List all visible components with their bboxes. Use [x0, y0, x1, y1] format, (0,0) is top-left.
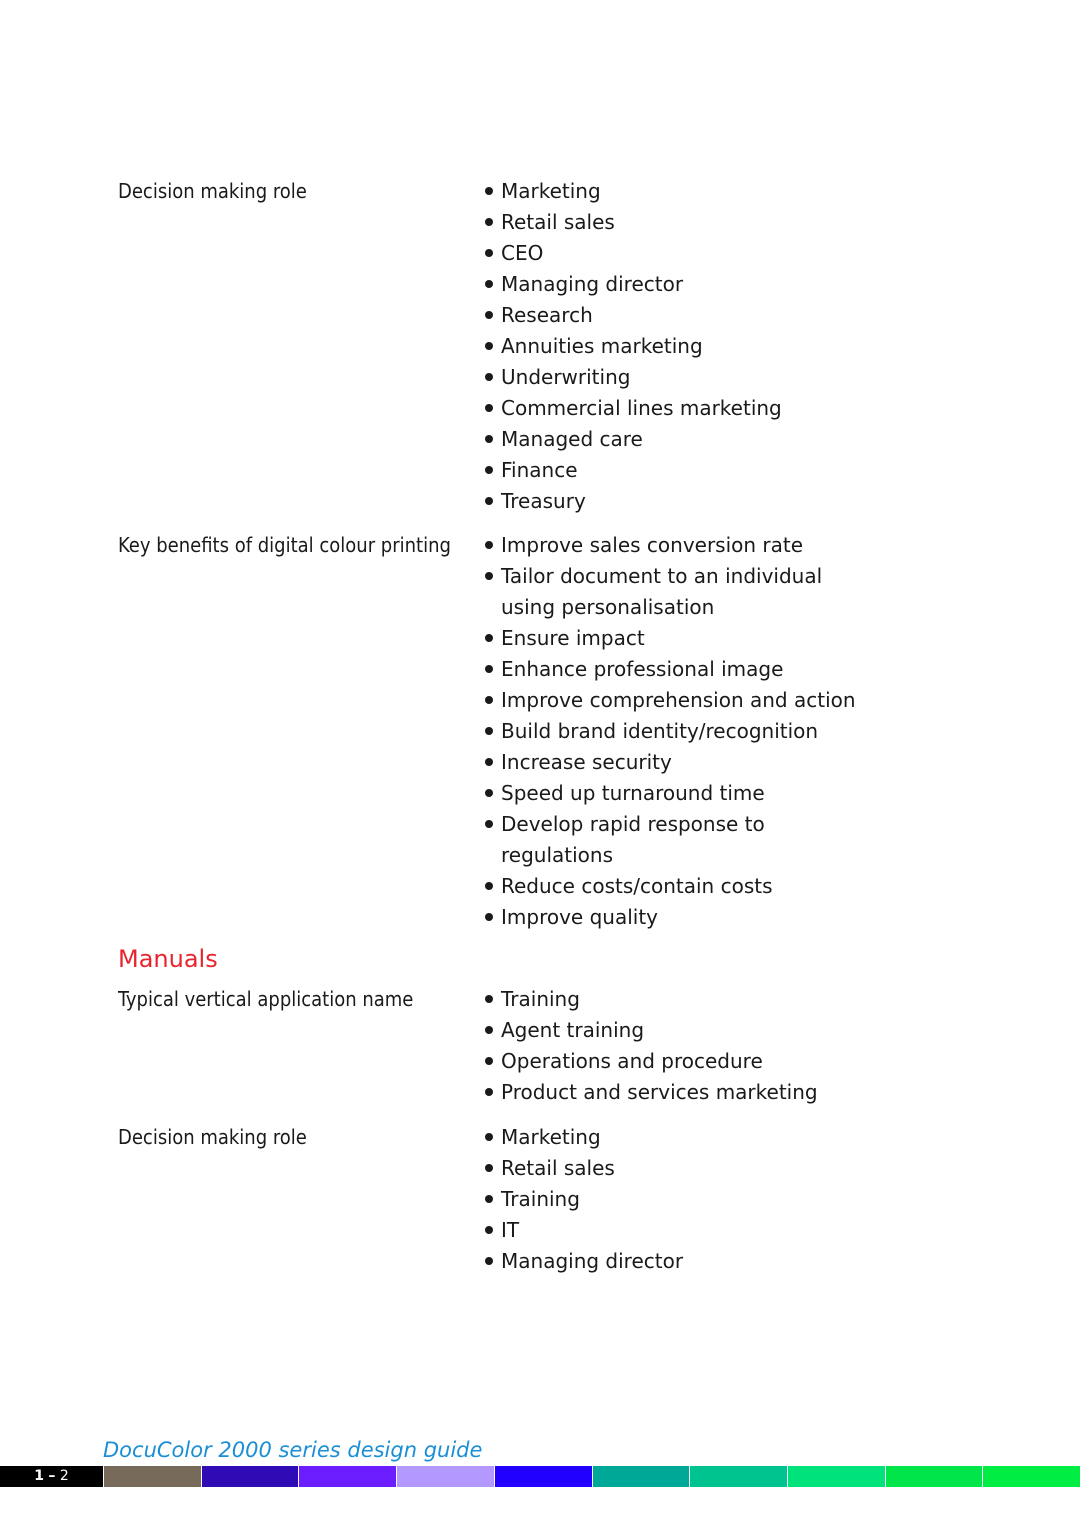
list-item: Reduce costs/contain costs: [483, 871, 883, 902]
list-item: Improve quality: [483, 902, 883, 933]
footer-color-bar: [0, 1466, 1080, 1487]
list-item: Develop rapid response to regulations: [483, 809, 883, 871]
color-swatch: [593, 1466, 690, 1487]
list-item: Retail sales: [483, 207, 883, 238]
row-label: Decision making role: [118, 1125, 307, 1149]
list-item: Training: [483, 1184, 883, 1215]
list-item: Treasury: [483, 486, 883, 517]
list-item: Managing director: [483, 269, 883, 300]
color-swatch: [299, 1466, 396, 1487]
page-separator: –: [48, 1468, 56, 1484]
color-swatch: [202, 1466, 299, 1487]
list-item: Finance: [483, 455, 883, 486]
color-swatch: [104, 1466, 201, 1487]
color-swatch: [886, 1466, 983, 1487]
bullet-list: [483, 530, 883, 933]
bullet-list: [483, 1122, 883, 1277]
list-item: Operations and procedure: [483, 1046, 883, 1077]
list-item: Increase security: [483, 747, 883, 778]
list-item: Speed up turnaround time: [483, 778, 883, 809]
color-swatch: [788, 1466, 885, 1487]
list-item: Tailor document to an individual using personalisation: [483, 561, 861, 623]
color-swatch: [983, 1466, 1080, 1487]
page-num: 2: [59, 1468, 69, 1484]
list-item: Marketing: [483, 176, 883, 207]
list-item: Commercial lines marketing: [483, 393, 883, 424]
row-label: Decision making role: [118, 179, 307, 203]
list-item: Improve sales conversion rate: [483, 530, 883, 561]
page-number: [0, 1466, 103, 1487]
page-chapter: 1: [34, 1468, 44, 1484]
list-item: Training: [483, 984, 883, 1015]
list-item: Retail sales: [483, 1153, 883, 1184]
list-item: Managed care: [483, 424, 883, 455]
list-item: Build brand identity/recognition: [483, 716, 883, 747]
list-item: CEO: [483, 238, 883, 269]
list-item: Improve comprehension and action: [483, 685, 883, 716]
color-swatch: [495, 1466, 592, 1487]
list-item: Ensure impact: [483, 623, 883, 654]
list-item: Enhance professional image: [483, 654, 883, 685]
list-item: Underwriting: [483, 362, 883, 393]
list-item: Managing director: [483, 1246, 883, 1277]
footer-title: DocuColor 2000 series design guide: [103, 1438, 483, 1462]
list-item: Annuities marketing: [483, 331, 883, 362]
list-item: Research: [483, 300, 883, 331]
list-item: Product and services marketing: [483, 1077, 883, 1108]
list-item: Agent training: [483, 1015, 883, 1046]
row-label: Key benefits of digital colour printing: [118, 533, 451, 557]
bullet-list: [483, 984, 883, 1108]
list-item: IT: [483, 1215, 883, 1246]
section-heading-manuals: Manuals: [118, 945, 218, 973]
color-swatch: [690, 1466, 787, 1487]
row-label: Typical vertical application name: [118, 987, 414, 1011]
color-swatch: [397, 1466, 494, 1487]
bullet-list: [483, 176, 883, 517]
list-item: Marketing: [483, 1122, 883, 1153]
